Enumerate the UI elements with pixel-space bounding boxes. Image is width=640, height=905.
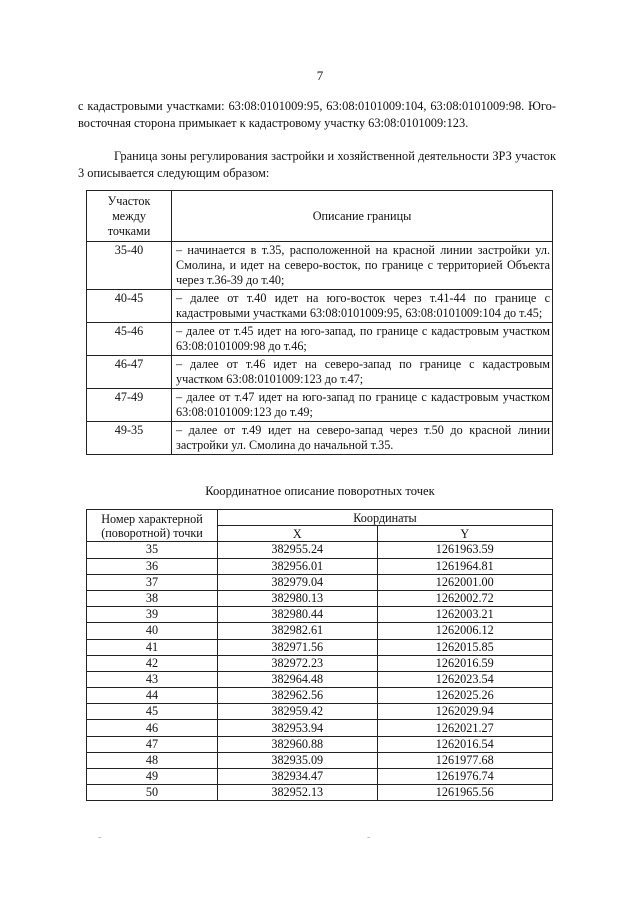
point-cell: 50 (87, 785, 218, 801)
x-header: X (218, 526, 378, 542)
description-cell: – начинается в т.35, расположенной на красной линии застройки ул. Смолина, и идет на северо-восток, по границе с территорией Объекта через т.36-39 до т.40; (172, 242, 553, 290)
point-cell: 35 (87, 542, 218, 558)
coordinates-table (86, 509, 553, 801)
segment-cell: 45-46 (87, 323, 172, 356)
x-cell: 382935.09 (218, 752, 378, 768)
description-cell: – далее от т.46 идет на северо-запад по границе с кадастровым участком 63:08:0101009:123 до т.47; (172, 356, 553, 389)
y-cell: 1262003.21 (377, 607, 553, 623)
point-cell: 42 (87, 655, 218, 671)
table-row (87, 785, 553, 801)
segment-cell: 49-35 (87, 422, 172, 455)
x-cell: 382980.44 (218, 607, 378, 623)
segment-cell: 46-47 (87, 356, 172, 389)
description-cell: – далее от т.40 идет на юго-восток через т.41-44 по границе с кадастровыми участками 63:08:0101009:95, 63:08:0101009:104 до т.45; (172, 290, 553, 323)
point-cell: 41 (87, 639, 218, 655)
point-cell: 43 (87, 671, 218, 687)
table-row (87, 704, 553, 720)
y-cell: 1262015.85 (377, 639, 553, 655)
table-row (87, 323, 553, 356)
point-cell: 38 (87, 590, 218, 606)
point-cell: 37 (87, 574, 218, 590)
point-cell: 36 (87, 558, 218, 574)
description-cell: – далее от т.45 идет на юго-запад, по границе с кадастровым участком 63:08:0101009:98 до т.46; (172, 323, 553, 356)
y-cell: 1262023.54 (377, 671, 553, 687)
point-header: Номер характерной (поворотной) точки (87, 510, 218, 542)
table-row (87, 422, 553, 455)
point-cell: 39 (87, 607, 218, 623)
table-row (87, 558, 553, 574)
y-cell: 1262029.94 (377, 704, 553, 720)
table-row (87, 242, 553, 290)
table-row (87, 389, 553, 422)
table-row (87, 542, 553, 558)
section-intro-paragraph: Граница зоны регулирования застройки и хозяйственной деятельности ЗРЗ участок 3 описывается следующим образом: (78, 149, 556, 180)
x-cell: 382953.94 (218, 720, 378, 736)
x-cell: 382979.04 (218, 574, 378, 590)
x-cell: 382955.24 (218, 542, 378, 558)
segment-cell: 47-49 (87, 389, 172, 422)
table-row (87, 655, 553, 671)
table-row (87, 639, 553, 655)
y-cell: 1261963.59 (377, 542, 553, 558)
x-cell: 382972.23 (218, 655, 378, 671)
y-cell: 1262002.72 (377, 590, 553, 606)
y-cell: 1261965.56 (377, 785, 553, 801)
x-cell: 382962.56 (218, 688, 378, 704)
description-cell: – далее от т.47 идет на юго-запад по границе с кадастровым участком 63:08:0101009:123 до т.49; (172, 389, 553, 422)
point-cell: 48 (87, 752, 218, 768)
point-cell: 44 (87, 688, 218, 704)
x-cell: 382960.88 (218, 736, 378, 752)
x-cell: 382952.13 (218, 785, 378, 801)
x-cell: 382959.42 (218, 704, 378, 720)
scan-mark: ˜ (367, 836, 371, 847)
y-cell: 1262025.26 (377, 688, 553, 704)
table-row (87, 590, 553, 606)
page-number: 7 (316, 68, 324, 83)
table-row (87, 736, 553, 752)
y-cell: 1261976.74 (377, 769, 553, 785)
point-cell: 47 (87, 736, 218, 752)
point-cell: 40 (87, 623, 218, 639)
y-cell: 1262021.27 (377, 720, 553, 736)
description-header: Описание границы (172, 191, 553, 242)
table-row (87, 574, 553, 590)
table-row (87, 671, 553, 687)
x-cell: 382971.56 (218, 639, 378, 655)
table-row (87, 752, 553, 768)
y-cell: 1262001.00 (377, 574, 553, 590)
segment-cell: 40-45 (87, 290, 172, 323)
point-cell: 46 (87, 720, 218, 736)
y-header: Y (377, 526, 553, 542)
table-row (87, 720, 553, 736)
scan-mark: ˜ (98, 836, 102, 847)
description-cell: – далее от т.49 идет на северо-запад через т.50 до красной линии застройки ул. Смолина до начальной т.35. (172, 422, 553, 455)
x-cell: 382980.13 (218, 590, 378, 606)
segment-header: Участок между точками (87, 191, 172, 242)
table-row (87, 769, 553, 785)
x-cell: 382964.48 (218, 671, 378, 687)
y-cell: 1261977.68 (377, 752, 553, 768)
table-row (87, 290, 553, 323)
x-cell: 382934.47 (218, 769, 378, 785)
y-cell: 1262006.12 (377, 623, 553, 639)
segment-cell: 35-40 (87, 242, 172, 290)
coordinates-header: Координаты (218, 510, 553, 526)
coordinates-title: Координатное описание поворотных точек (205, 484, 435, 498)
table-row (87, 688, 553, 704)
point-cell: 49 (87, 769, 218, 785)
table-row (87, 607, 553, 623)
intro-paragraph: с кадастровыми участками: 63:08:0101009:95, 63:08:0101009:104, 63:08:0101009:98. Юго-восточная сторона примыкает к кадастровому участку 63:08:0101009:123. (78, 99, 556, 130)
border-description-table (86, 190, 553, 455)
table-row (87, 623, 553, 639)
y-cell: 1262016.54 (377, 736, 553, 752)
point-cell: 45 (87, 704, 218, 720)
y-cell: 1261964.81 (377, 558, 553, 574)
x-cell: 382982.61 (218, 623, 378, 639)
x-cell: 382956.01 (218, 558, 378, 574)
table-header-row (87, 191, 553, 242)
table-header-row (87, 510, 553, 526)
y-cell: 1262016.59 (377, 655, 553, 671)
table-row (87, 356, 553, 389)
